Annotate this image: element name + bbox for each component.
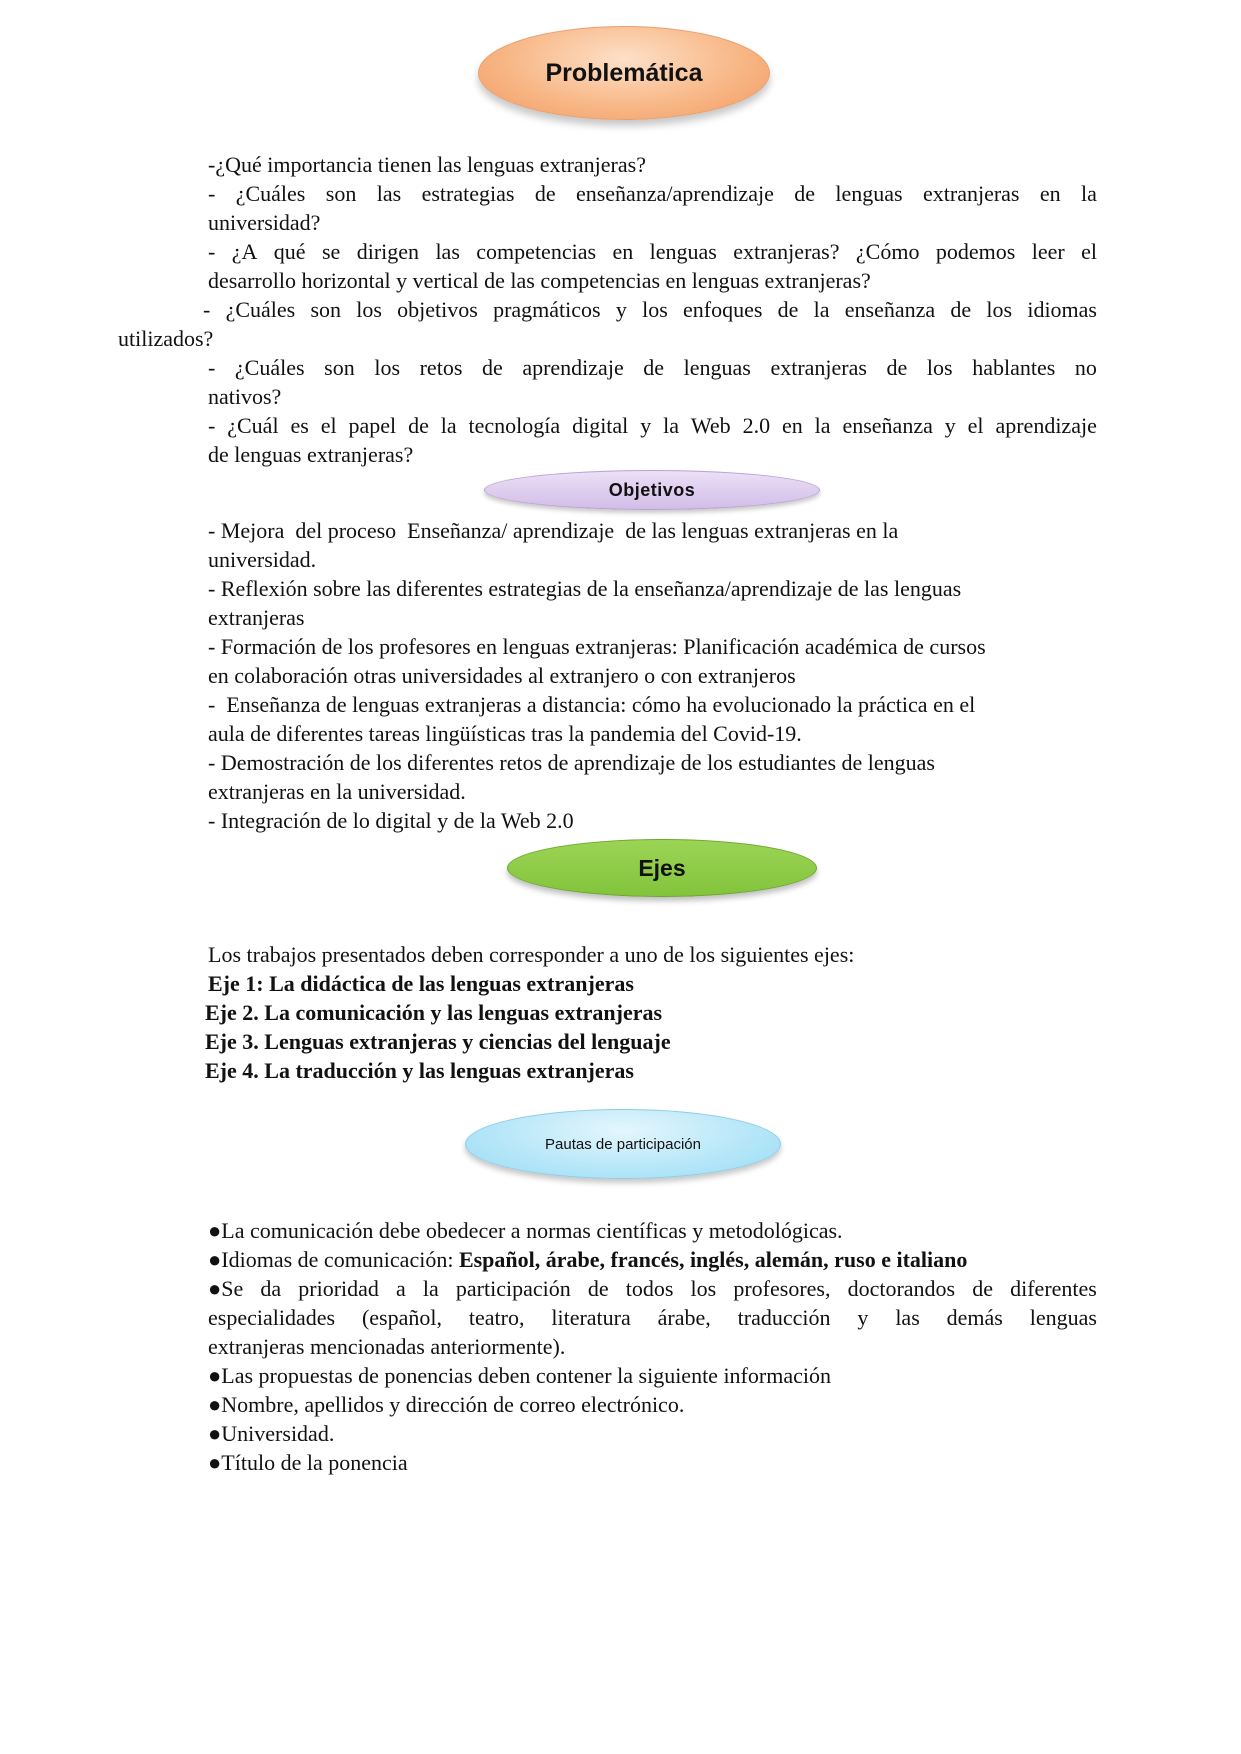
objetivos-line-9: - Demostración de los diferentes retos de aprendizaje de los estudiantes de lenguas [208, 750, 935, 775]
ejes-intro: Los trabajos presentados deben corresponder a uno de los siguientes ejes: [208, 942, 855, 967]
problematica-line-1: -¿Qué importancia tienen las lenguas extranjeras? [208, 152, 646, 177]
pautas-line-7: ●Nombre, apellidos y dirección de correo electrónico. [208, 1392, 685, 1417]
problematica-line-9: nativos? [208, 384, 282, 409]
section-title-pautas: Pautas de participación [465, 1109, 781, 1179]
pautas-idiomas-label: ●Idiomas de comunicación: [208, 1247, 459, 1272]
pautas-line-1: ●La comunicación debe obedecer a normas científicas y metodológicas. [208, 1218, 843, 1243]
objetivos-line-5: - Formación de los profesores en lenguas extranjeras: Planificación académica de cursos [208, 634, 986, 659]
objetivos-line-6: en colaboración otras universidades al extranjero o con extranjeros [208, 663, 796, 688]
objetivos-line-11: - Integración de lo digital y de la Web 2.0 [208, 808, 574, 833]
objetivos-line-7: - Enseñanza de lenguas extranjeras a distancia: cómo ha evolucionado la práctica en el [208, 692, 976, 717]
pautas-idiomas-list: Español, árabe, francés, inglés, alemán, ruso e italiano [458, 1247, 968, 1272]
problematica-line-10: - ¿Cuál es el papel de la tecnología digital y la Web 2.0 en la enseñanza y el aprendizaje [208, 413, 1097, 438]
problematica-line-5: desarrollo horizontal y vertical de las competencias en lenguas extranjeras? [208, 268, 871, 293]
pautas-line-6: ●Las propuestas de ponencias deben contener la siguiente información [208, 1363, 831, 1388]
pautas-line-8: ●Universidad. [208, 1421, 335, 1446]
eje-4: Eje 4. La traducción y las lenguas extranjeras [205, 1058, 634, 1083]
pautas-line-9: ●Título de la ponencia [208, 1450, 408, 1475]
objetivos-line-4: extranjeras [208, 605, 305, 630]
section-title-objetivos: Objetivos [484, 470, 820, 510]
objetivos-line-2: universidad. [208, 547, 317, 572]
section-title-ejes: Ejes [507, 839, 817, 897]
problematica-line-2: - ¿Cuáles son las estrategias de enseñanza/aprendizaje de lenguas extranjeras en la [208, 181, 1097, 206]
pautas-line-4: especialidades (español, teatro, literatura árabe, traducción y las demás lenguas [208, 1305, 1097, 1330]
section-title-problematica: Problemática [478, 26, 770, 120]
eje-3: Eje 3. Lenguas extranjeras y ciencias del lenguaje [205, 1029, 671, 1054]
objetivos-line-1: - Mejora del proceso Enseñanza/ aprendizaje de las lenguas extranjeras en la [208, 518, 899, 543]
pautas-line-2 [208, 1245, 967, 1274]
eje-1: Eje 1: La didáctica de las lenguas extranjeras [208, 971, 634, 996]
problematica-line-4: - ¿A qué se dirigen las competencias en lenguas extranjeras? ¿Cómo podemos leer el [208, 239, 1097, 264]
problematica-line-7: utilizados? [118, 326, 214, 351]
problematica-line-6: - ¿Cuáles son los objetivos pragmáticos y los enfoques de la enseñanza de los idiomas [203, 297, 1097, 322]
problematica-line-8: - ¿Cuáles son los retos de aprendizaje de lenguas extranjeras de los hablantes no [208, 355, 1097, 380]
objetivos-line-8: aula de diferentes tareas lingüísticas tras la pandemia del Covid-19. [208, 721, 802, 746]
problematica-line-11: de lenguas extranjeras? [208, 442, 414, 467]
pautas-line-3: ●Se da prioridad a la participación de todos los profesores, doctorandos de diferentes [208, 1276, 1097, 1301]
eje-2: Eje 2. La comunicación y las lenguas extranjeras [205, 1000, 663, 1025]
objetivos-line-10: extranjeras en la universidad. [208, 779, 466, 804]
objetivos-line-3: - Reflexión sobre las diferentes estrategias de la enseñanza/aprendizaje de las lenguas [208, 576, 962, 601]
pautas-line-5: extranjeras mencionadas anteriormente). [208, 1334, 566, 1359]
problematica-line-3: universidad? [208, 210, 321, 235]
